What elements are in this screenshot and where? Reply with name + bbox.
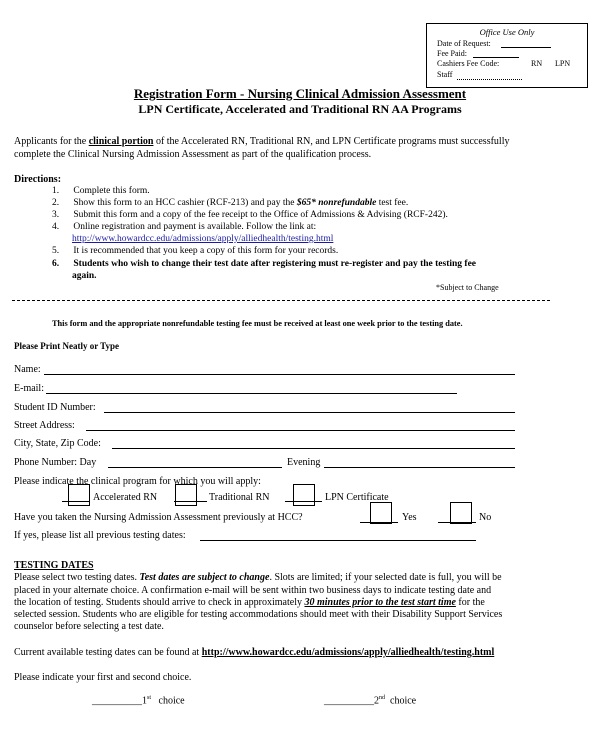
direction-5: 5. It is recommended that you keep a copy of this form for your records. [52,246,339,256]
direction-6-cont: again. [72,271,97,281]
name-label: Name: [14,364,41,375]
office-staff-line[interactable] [457,79,522,80]
direction-4-link[interactable]: http://www.howardcc.edu/admissions/apply/alliedhealth/testing.html [72,234,334,244]
traditional-rn-checkbox[interactable] [175,484,197,506]
taken-question: Have you taken the Nursing Admission Assessment previously at HCC? [14,512,303,523]
current-dates-link[interactable]: http://www.howardcc.edu/admissions/apply/alliedhealth/testing.html [201,647,495,658]
direction-1: 1. Complete this form. [52,186,150,196]
city-state-zip-field[interactable] [112,448,515,449]
office-staff-label: Staff [437,70,453,79]
accelerated-rn-label: Accelerated RN [93,492,158,503]
office-date-line[interactable] [501,47,551,48]
subject-to-change-note: *Subject to Change [436,283,499,292]
testing-dates-heading: TESTING DATES [14,560,94,571]
program-question: Please indicate the clinical program for which you will apply: [14,476,261,487]
direction-2: 2. Show this form to an HCC cashier (RCF-213) and pay the $65* nonrefundable test fee. [52,198,409,208]
testing-para-line-5: counselor before selecting a test date. [14,621,164,632]
testing-para-line-4: selected session. Students who are eligible for testing accommodations should meet with their Disability Support Services [14,609,503,620]
yes-checkbox[interactable] [370,502,392,524]
office-use-box [426,23,588,88]
direction-6: 6. Students who wish to change their test date after registering must re-register and pay the testing fee [52,259,477,269]
lpn-certificate-checkbox[interactable] [293,484,315,506]
no-label: No [479,512,492,523]
student-id-label: Student ID Number: [14,402,96,413]
phone-day-field[interactable] [108,467,282,468]
traditional-rn-label: Traditional RN [209,492,270,503]
phone-evening-field[interactable] [324,467,515,468]
lpn-certificate-label: LPN Certificate [325,492,389,503]
testing-para-line-3: the location of testing. Students should arrive to check in approximately 30 minutes prior to the test start time for the [14,597,485,608]
accelerated-rn-checkbox[interactable] [68,484,90,506]
testing-para-line-1: Please select two testing dates. Test dates are subject to change. Slots are limited; if your selected date is full, you will be [14,572,502,583]
office-code-lpn: LPN [555,59,571,68]
form-subtitle: LPN Certificate, Accelerated and Traditional RN AA Programs [138,102,462,116]
no-checkbox[interactable] [450,502,472,524]
office-fee-label: Fee Paid: [437,49,467,58]
intro-line-2: complete the Clinical Nursing Admission Assessment as part of the qualification process. [14,149,372,160]
office-cashier-label: Cashiers Fee Code: [437,59,500,68]
city-label: City, State, Zip Code: [14,438,101,449]
phone-day-label: Phone Number: Day [14,457,97,468]
second-choice-field[interactable]: __________2nd choice [324,695,417,707]
yes-label: Yes [402,512,417,523]
email-field[interactable] [46,393,457,394]
current-dates-line: Current available testing dates can be found at http://www.howardcc.edu/admissions/apply/alliedhealth/testing.html [14,647,495,658]
student-id-field[interactable] [104,412,515,413]
email-label: E-mail: [14,383,44,394]
intro-line-1: Applicants for the clinical portion of the Accelerated RN, Traditional RN, and LPN Certificate programs must successfully [14,136,510,147]
direction-3: 3. Submit this form and a copy of the fee receipt to the Office of Admissions & Advising (RCF-242). [52,210,448,220]
previous-dates-field[interactable] [200,540,476,541]
office-fee-line[interactable] [473,57,519,58]
directions-heading: Directions: [14,174,62,185]
previous-dates-label: If yes, please list all previous testing dates: [14,530,186,541]
office-use-title: Office Use Only [479,27,535,37]
print-heading: Please Print Neatly or Type [14,341,119,351]
office-code-rn: RN [531,59,543,68]
form-title: Registration Form - Nursing Clinical Admission Assessment [133,86,467,101]
direction-4: 4. Online registration and payment is available. Follow the link at: [52,222,317,232]
deadline-notice: This form and the appropriate nonrefundable testing fee must be received at least one week prior to the testing date. [52,319,463,328]
street-field[interactable] [86,430,515,431]
first-choice-field[interactable]: __________1st choice [92,695,185,707]
office-date-label: Date of Request: [437,39,491,48]
phone-evening-label: Evening [287,457,321,468]
street-label: Street Address: [14,420,75,431]
testing-para-line-2: placed in your alternate choice. A confirmation e-mail will be sent within two business days to indicate testing date and [14,585,492,596]
separator-line [12,300,550,301]
name-field[interactable] [44,374,515,375]
choice-question: Please indicate your first and second choice. [14,672,192,683]
clinical-portion-emph: clinical portion [88,136,154,147]
